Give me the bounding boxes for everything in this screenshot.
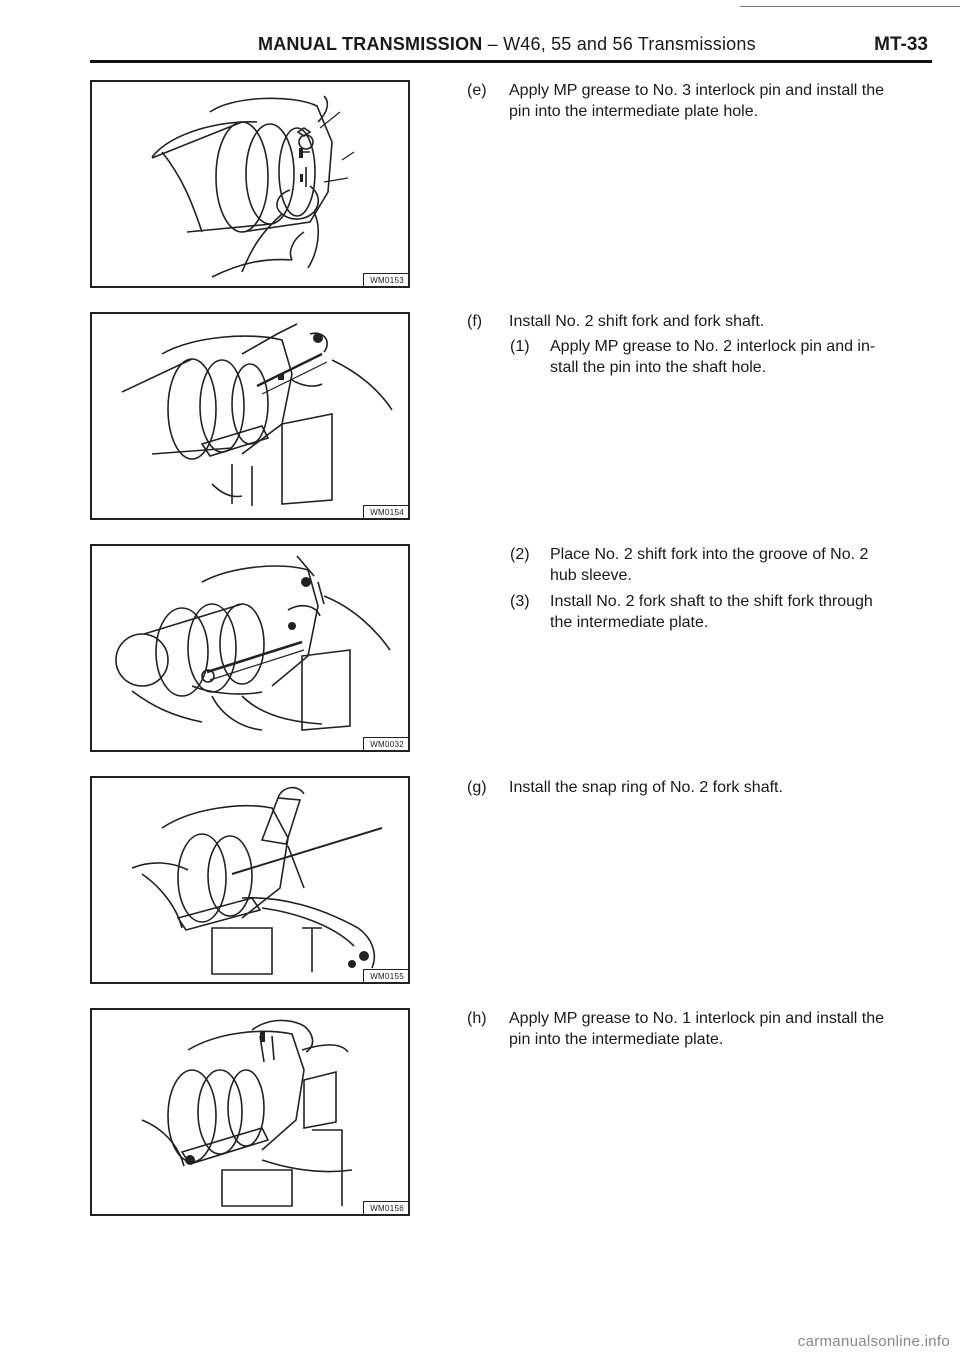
step-e bbox=[467, 80, 927, 124]
step-f2 bbox=[510, 544, 930, 588]
figure-code: WM0032 bbox=[363, 737, 408, 750]
figure-wm0156 bbox=[90, 1008, 410, 1216]
transmission-illustration-5 bbox=[92, 1010, 408, 1214]
step-marker: (1) bbox=[510, 338, 530, 355]
step-marker: (g) bbox=[467, 779, 487, 796]
figure-wm0153 bbox=[90, 80, 410, 288]
step-marker: (2) bbox=[510, 546, 530, 563]
step-text-line: pin into the intermediate plate hole. bbox=[509, 103, 759, 120]
step-text-line: the intermediate plate. bbox=[550, 614, 709, 631]
section-title bbox=[258, 34, 756, 55]
transmission-illustration-3 bbox=[92, 546, 408, 750]
section-title-bold: MANUAL TRANSMISSION bbox=[258, 34, 483, 54]
step-h bbox=[467, 1008, 927, 1052]
step-text-line: Apply MP grease to No. 2 interlock pin and in- bbox=[550, 338, 876, 355]
transmission-illustration-2 bbox=[92, 314, 408, 518]
step-marker: (e) bbox=[467, 82, 487, 99]
header-rule bbox=[90, 60, 932, 63]
step-text-line: Install No. 2 shift fork and fork shaft. bbox=[509, 313, 765, 330]
figure-wm0155 bbox=[90, 776, 410, 984]
page-number: MT-33 bbox=[874, 34, 928, 55]
step-text-line: Apply MP grease to No. 1 interlock pin and install the bbox=[509, 1010, 885, 1027]
transmission-illustration-4 bbox=[92, 778, 408, 982]
step-text-line: Place No. 2 shift fork into the groove of No. 2 bbox=[550, 546, 869, 563]
page-header bbox=[90, 34, 932, 60]
step-text-line: pin into the intermediate plate. bbox=[509, 1031, 724, 1048]
step-marker: (f) bbox=[467, 313, 483, 330]
step-f1 bbox=[510, 336, 930, 380]
figure-code: WM0153 bbox=[363, 273, 408, 286]
figure-code: WM0155 bbox=[363, 969, 408, 982]
figure-wm0032 bbox=[90, 544, 410, 752]
figure-code: WM0154 bbox=[363, 505, 408, 518]
step-text-line: hub sleeve. bbox=[550, 567, 632, 584]
section-title-rest: – W46, 55 and 56 Transmissions bbox=[482, 34, 756, 54]
step-text-line: Apply MP grease to No. 3 interlock pin and install the bbox=[509, 82, 885, 99]
step-f bbox=[467, 311, 927, 333]
footer-watermark[interactable]: carmanualsonline.info bbox=[797, 1333, 950, 1350]
transmission-illustration-1 bbox=[92, 82, 408, 286]
figure-wm0154 bbox=[90, 312, 410, 520]
step-text-line: Install the snap ring of No. 2 fork shaft. bbox=[509, 779, 783, 796]
figure-code: WM0156 bbox=[363, 1201, 408, 1214]
step-text-line: Install No. 2 fork shaft to the shift fork through bbox=[550, 593, 873, 610]
step-g bbox=[467, 777, 927, 799]
step-marker: (3) bbox=[510, 593, 530, 610]
step-text-line: stall the pin into the shaft hole. bbox=[550, 359, 767, 376]
step-marker: (h) bbox=[467, 1010, 487, 1027]
top-edge-rule bbox=[740, 6, 960, 7]
step-f3 bbox=[510, 591, 930, 635]
